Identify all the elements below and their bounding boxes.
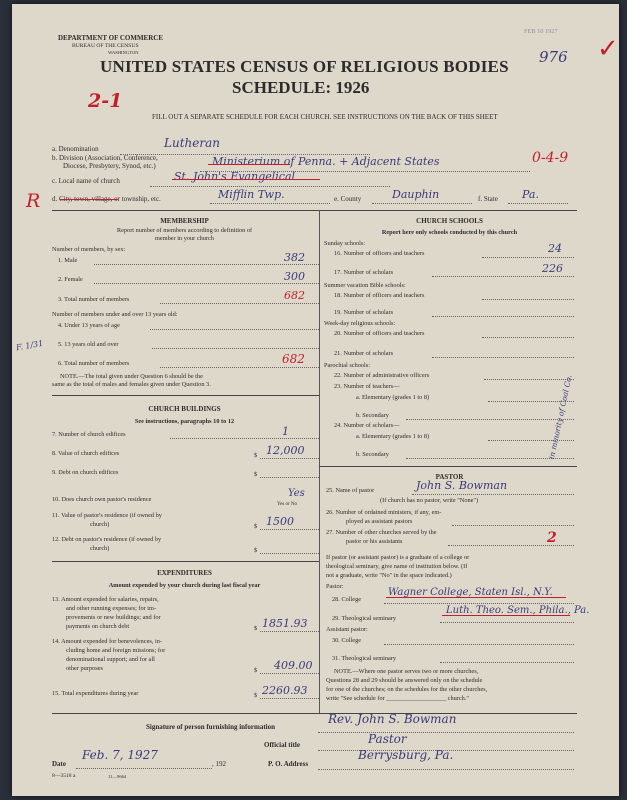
q24a-label: a. Elementary (grades 1 to 8) (356, 433, 430, 440)
q12-label-1: 12. Debt on pastor's residence (if owned by (52, 536, 162, 543)
graduate-note-1: If pastor (or assistant pastor) is a graduate of a college or (326, 554, 470, 561)
q13-label-1: 13. Amount expended for salaries, repairs, (52, 596, 159, 603)
q3-value: 682 (284, 289, 305, 302)
q10-value: Yes (288, 488, 305, 499)
q23-label: 23. Number of teachers— (334, 383, 400, 390)
dollar-sign-icon: $ (254, 667, 258, 674)
form-title: UNITED STATES CENSUS OF RELIGIOUS BODIES (100, 57, 509, 76)
q13-label-3: provements or new buildings; and for (66, 614, 161, 621)
pastor-subheading: Pastor: (326, 583, 344, 590)
expenditures-heading: EXPENDITURES (157, 569, 212, 577)
q28-value: Wagner College, Staten Isl., N.Y. (388, 587, 553, 598)
q23b-label: b. Secondary (356, 412, 389, 419)
q24-label: 24. Number of scholars— (334, 422, 400, 429)
margin-note: F. 1/31 (15, 338, 44, 353)
department-heading: DEPARTMENT OF COMMERCE (58, 34, 164, 42)
q2-value: 300 (284, 270, 305, 283)
membership-note-1: NOTE.—The total given under Question 6 should be the (60, 373, 203, 380)
official-title-value: Pastor (368, 732, 407, 746)
q14-label-2: cluding home and foreign missions; for (66, 647, 166, 654)
membership-intro-1: Report number of members according to definition of (116, 227, 253, 234)
q13-value: 1851.93 (262, 617, 308, 630)
state-value: Pa. (522, 188, 539, 201)
schools-subheading: Report here only schools conducted by this church (381, 229, 518, 236)
expenditures-subheading: Amount expended by your church during last fiscal year (108, 582, 261, 589)
q8-value: 12,000 (266, 444, 305, 457)
q20-label: 20. Number of officers and teachers (334, 330, 425, 337)
q11-label-2: church) (90, 521, 110, 528)
po-address-value: Berrysburg, Pa. (358, 748, 454, 762)
signature-value: Rev. John S. Bowman (328, 712, 457, 726)
division-label-2: Diocese, Presbytery, Synod, etc.) (63, 162, 156, 170)
q14-label-3: denominational support; and for all (66, 656, 155, 663)
q29-label: 29. Theological seminary (332, 615, 397, 622)
pastor-note-2: Questions 28 and 29 should be answered only on the schedule (326, 677, 483, 684)
local-name-label: c. Local name of church (52, 177, 120, 185)
weekday-schools-label: Week-day religious schools: (324, 320, 396, 327)
local-name-value: St. John's Evangelical (174, 170, 296, 183)
dollar-sign-icon: $ (254, 692, 258, 699)
q15-label: 15. Total expenditures during year (52, 690, 139, 697)
membership-intro-2: member in your church (155, 235, 214, 242)
summer-schools-label: Summer vacation Bible schools: (324, 282, 406, 289)
date-label: Date (52, 760, 66, 768)
q30-label: 30. College (332, 637, 362, 644)
q10-label: 10. Does church own pastor's residence (52, 496, 152, 503)
graduate-note-2: theological seminary, give name of institution below. (If (326, 563, 468, 570)
graduate-note-3: not a graduate, write "No" in the space indicated.) (326, 572, 452, 579)
q18-label: 18. Number of officers and teachers (334, 292, 425, 299)
check-mark-icon: ✓ (597, 34, 619, 64)
q25-note: (If church has no pastor, write "None") (380, 497, 479, 504)
denomination-value: Lutheran (164, 136, 220, 150)
q17-value: 226 (542, 262, 563, 275)
q15-value: 2260.93 (262, 684, 308, 697)
q28-label: 28. College (332, 596, 362, 603)
q7-value: 1 (282, 425, 289, 438)
q19-label: 19. Number of scholars (334, 309, 394, 316)
received-date-stamp: FEB 10 1927 (524, 28, 558, 35)
q14-label-4: other purposes (66, 665, 103, 672)
yes-no-hint: Yes or No (277, 502, 298, 507)
age-breakdown-label: Number of members under and over 13 years old: (52, 311, 178, 318)
city-heading: WASHINGTON (108, 50, 139, 55)
signature-label: Signature of person furnishing information (146, 723, 275, 731)
county-label: e. County (334, 195, 362, 203)
state-label: f. State (478, 195, 498, 203)
division-value: Ministerium of Penna. + Adjacent States (212, 155, 440, 168)
q23a-label: a. Elementary (grades 1 to 8) (356, 394, 430, 401)
red-r-mark: R (26, 190, 41, 212)
q4-label: 4. Under 13 years of age (58, 322, 120, 329)
schools-heading: CHURCH SCHOOLS (416, 217, 483, 225)
bureau-heading: BUREAU OF THE CENSUS (72, 43, 139, 49)
members-by-sex-label: Number of members, by sex: (52, 246, 126, 253)
sunday-schools-label: Sunday schools: (324, 240, 366, 247)
q27-label-1: 27. Number of other churches served by the (326, 529, 437, 536)
q2-label: 2. Female (58, 276, 83, 283)
q1-value: 382 (284, 251, 305, 264)
q26-label-1: 26. Number of ordained ministers, if any, em- (326, 509, 442, 516)
schedule-title: SCHEDULE: 1926 (232, 78, 370, 97)
date-value: Feb. 7, 1927 (82, 748, 158, 762)
city-value: Mifflin Twp. (218, 188, 285, 201)
side-annotation: in minority of Coal Co. (547, 374, 574, 460)
dollar-sign-icon: $ (254, 452, 258, 459)
division-code: 0-4-9 (532, 150, 569, 166)
q22-label: 22. Number of administrative officers (334, 372, 430, 379)
q25-value: John S. Bowman (416, 479, 508, 492)
q31-label: 31. Theological seminary (332, 655, 397, 662)
q5-label: 5. 13 years old and over (58, 341, 119, 348)
q3-label: 3. Total number of members (58, 296, 130, 303)
census-form-sheet (12, 4, 619, 796)
q16-label: 16. Number of officers and teachers (334, 250, 425, 257)
q27-label-2: pastor or his assistants (346, 538, 403, 545)
q26-label-2: ployed as assistant pastors (346, 518, 413, 525)
red-code-mark: 2-1 (88, 90, 123, 112)
q6-value: 682 (282, 352, 305, 366)
pastor-note-4: write "See schedule for ___________________ church." (326, 695, 469, 702)
official-title-label: Official title (264, 741, 300, 749)
q1-label: 1. Male (58, 257, 78, 264)
dollar-sign-icon: $ (254, 547, 258, 554)
q25-label: 25. Name of pastor (326, 487, 375, 494)
date-year-suffix: , 192 (212, 760, 226, 768)
q14-value: 409.00 (274, 659, 313, 672)
q11-value: 1500 (266, 515, 294, 528)
buildings-subheading: See instructions, paragraphs 10 to 12 (134, 418, 235, 425)
q24b-label: b. Secondary (356, 451, 389, 458)
q29-value: Luth. Theo. Sem., Phila., Pa. (446, 605, 590, 616)
form-code: 8—3518 a (52, 773, 76, 779)
parochial-schools-label: Parochial schools: (324, 362, 370, 369)
q14-label-1: 14. Amount expended for benevolences, in- (52, 638, 162, 645)
q13-label-4: payments on church debt (66, 623, 130, 630)
q9-label: 9. Debt on church edifices (52, 469, 119, 476)
q13-label-2: and other running expenses; for im- (66, 605, 157, 612)
pastor-note-1: NOTE.—Where one pastor serves two or more churches, (334, 668, 479, 675)
q7-label: 7. Number of church edifices (52, 431, 126, 438)
form-number: 976 (539, 48, 568, 66)
q8-label: 8. Value of church edifices (52, 450, 120, 457)
membership-heading: MEMBERSHIP (160, 217, 209, 225)
q16-value: 24 (548, 242, 562, 255)
dollar-sign-icon: $ (254, 625, 258, 632)
dollar-sign-icon: $ (254, 471, 258, 478)
po-address-label: P. O. Address (268, 760, 309, 768)
buildings-heading: CHURCH BUILDINGS (148, 405, 221, 413)
division-label-1: b. Division (Association, Conference, (52, 154, 158, 162)
q21-label: 21. Number of scholars (334, 350, 394, 357)
q27-value: 2 (547, 530, 557, 546)
denomination-label: a. Denomination (52, 145, 99, 153)
q6-label: 6. Total number of members (58, 360, 130, 367)
print-code: 11—9664 (108, 774, 127, 779)
q12-label-2: church) (90, 545, 110, 552)
q11-label-1: 11. Value of pastor's residence (if owned by (52, 512, 162, 519)
pastor-note-3: for one of the churches; on the schedules for the other churches, (326, 686, 488, 693)
membership-note-2: same as the total of males and females given under Question 3. (52, 381, 211, 388)
q17-label: 17. Number of scholars (334, 269, 394, 276)
city-label: d. City, town, village, or township, etc. (52, 195, 161, 203)
assistant-pastor-subheading: Assistant pastor: (326, 626, 368, 633)
dollar-sign-icon: $ (254, 523, 258, 530)
county-value: Dauphin (392, 188, 440, 201)
instruction-banner: FILL OUT A SEPARATE SCHEDULE FOR EACH CHURCH. SEE INSTRUCTIONS ON THE BACK OF THIS SHEET (152, 113, 498, 121)
pastor-heading: PASTOR (435, 473, 464, 481)
